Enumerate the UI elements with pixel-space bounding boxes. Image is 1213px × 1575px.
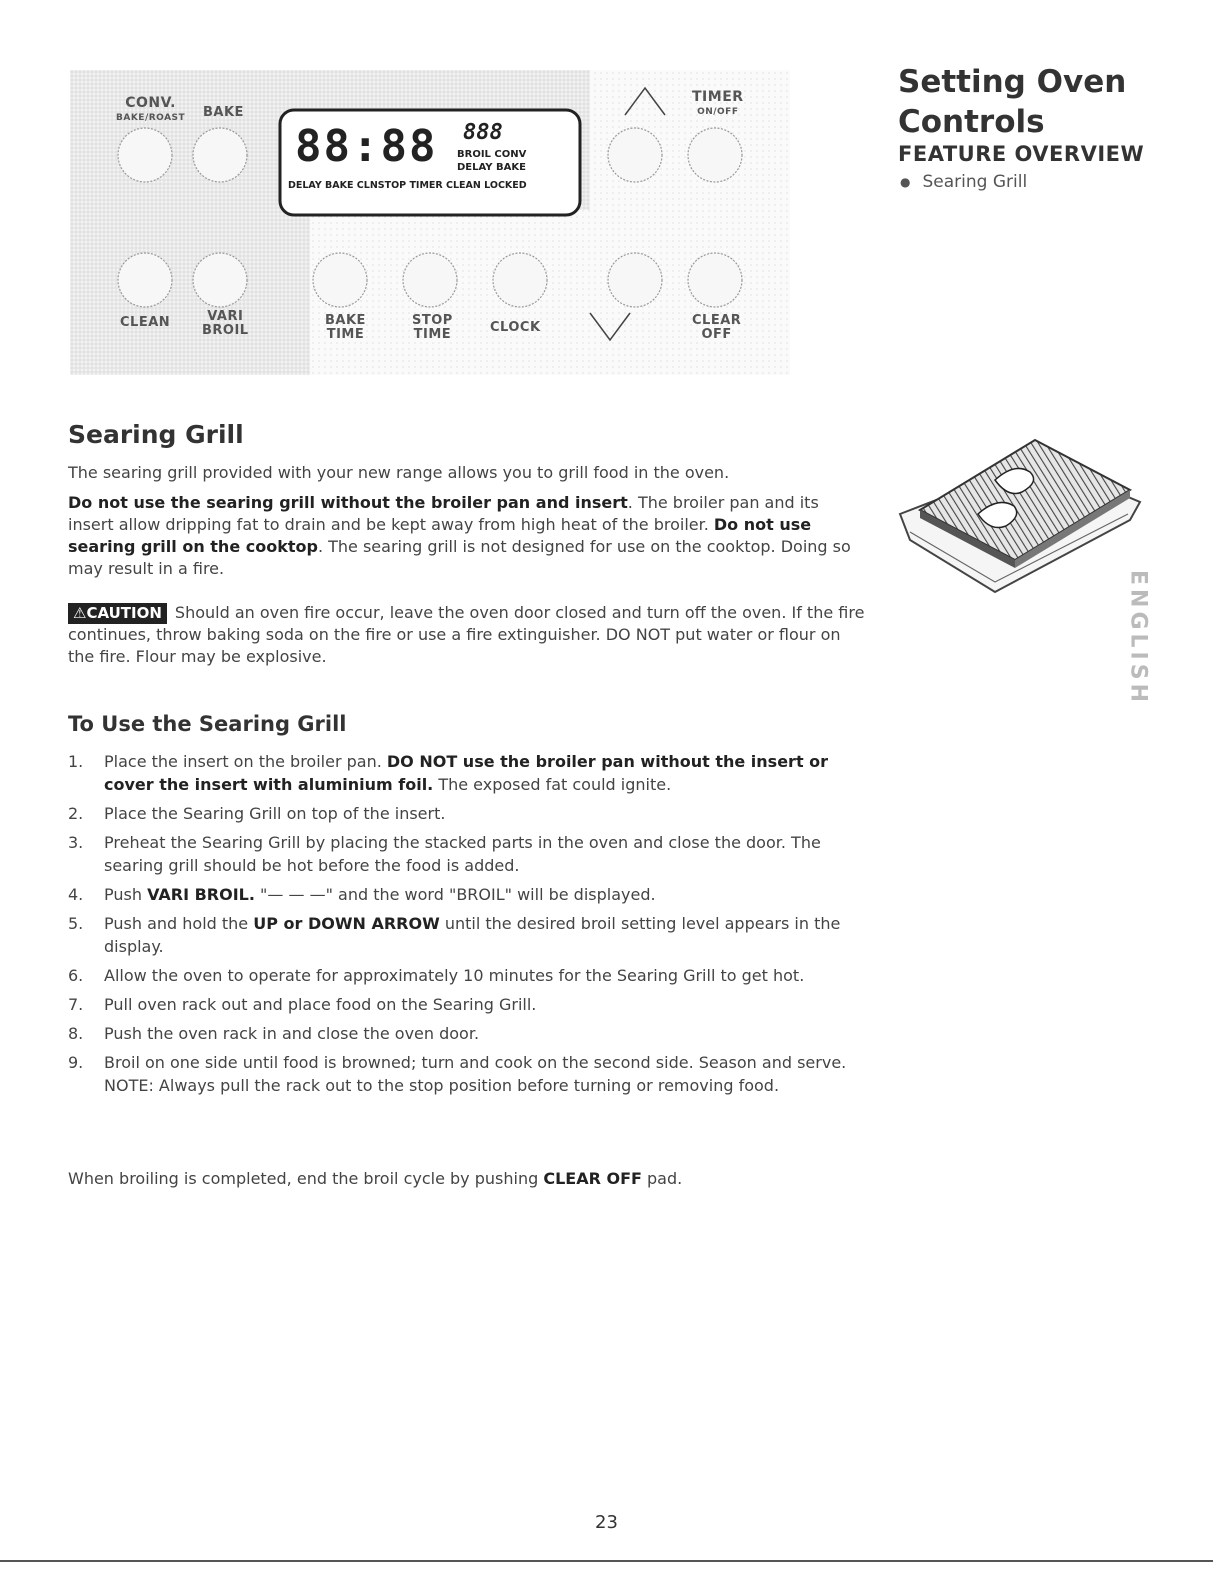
feature-overview-title: FEATURE OVERVIEW	[898, 142, 1145, 166]
stop-time-button[interactable]	[403, 253, 457, 307]
conv-bake-roast-button[interactable]	[118, 128, 172, 182]
down-arrow-button[interactable]	[608, 253, 662, 307]
clear-off-button[interactable]	[688, 253, 742, 307]
display-status-row: DELAY BAKE CLNSTOP TIMER CLEAN LOCKED	[288, 180, 527, 191]
display-broil-conv: BROIL CONV	[457, 149, 527, 160]
vari-broil-label: VARI BROIL	[202, 309, 249, 338]
intro-paragraph: The searing grill provided with your new range allows you to grill food in the oven.	[68, 463, 730, 482]
feature-list-item: ● Searing Grill	[900, 172, 1028, 192]
clean-button[interactable]	[118, 253, 172, 307]
list-item: 2. Place the Searing Grill on top of the insert.	[68, 804, 446, 823]
bake-time-button[interactable]	[313, 253, 367, 307]
timer-on-off-button[interactable]	[688, 128, 742, 182]
bottom-rule	[0, 1560, 1213, 1562]
oven-display	[288, 120, 565, 202]
side-tab-label: ENGLISH	[1125, 570, 1151, 706]
list-item: 8. Push the oven rack in and close the oven door.	[68, 1024, 480, 1043]
caution-paragraph: ⚠CAUTION Should an oven fire occur, leave the oven door closed and turn off the oven. If the fire continues, throw baking soda on the fire or use a fire extinguisher. DO NOT put water or flour on the fire. Flour may be explosive.	[68, 603, 865, 666]
bullet-icon: ●	[900, 175, 911, 189]
display-digits: 88:88	[295, 121, 438, 172]
bake-button[interactable]	[193, 128, 247, 182]
display-temp-digits: 888	[463, 120, 503, 145]
language-side-tab	[1118, 568, 1158, 708]
up-arrow-button[interactable]	[608, 128, 662, 182]
clean-label: CLEAN	[120, 315, 171, 330]
list-item: 7. Pull oven rack out and place food on the Searing Grill.	[68, 995, 537, 1014]
conv-label: CONV. BAKE/ROAST	[116, 95, 186, 123]
caution-badge: ⚠CAUTION	[68, 603, 167, 624]
instruction-steps	[68, 750, 868, 1103]
clock-label: CLOCK	[490, 320, 541, 335]
list-item: 9. Broil on one side until food is browned; turn and cook on the second side. Season and serve. NOTE: Always pull the rack out to the stop position before turning or removing food.	[68, 1053, 847, 1095]
display-delay-bake: DELAY BAKE	[457, 162, 526, 173]
list-item: 3. Preheat the Searing Grill by placing the stacked parts in the oven and close the door. The searing grill should be hot before the food is added.	[68, 833, 821, 875]
list-item: 1. Place the insert on the broiler pan. DO NOT use the broiler pan without the insert or cover the insert with aluminium foil. The exposed fat could ignite.	[68, 752, 829, 794]
to-use-heading: To Use the Searing Grill	[68, 712, 347, 736]
section-title: Setting Oven Controls	[898, 64, 1127, 140]
list-item: 6. Allow the oven to operate for approximately 10 minutes for the Searing Grill to get hot.	[68, 966, 805, 985]
searing-grill-illustration	[890, 422, 1145, 602]
final-note: When broiling is completed, end the broil cycle by pushing CLEAR OFF pad.	[68, 1169, 683, 1188]
vari-broil-button[interactable]	[193, 253, 247, 307]
stop-time-label: STOP TIME	[412, 313, 453, 342]
control-panel-illustration	[70, 70, 790, 375]
list-item: 5. Push and hold the UP or DOWN ARROW until the desired broil setting level appears in the display.	[68, 914, 841, 956]
bake-label: BAKE	[203, 105, 244, 120]
searing-grill-heading: Searing Grill	[68, 420, 244, 449]
page-number: 23	[595, 1512, 618, 1533]
warning-paragraph: Do not use the searing grill without the broiler pan and insert. The broiler pan and its insert allow dripping fat to drain and be kept away from high heat of the broiler. Do not use searing grill on the cooktop. The searing grill is not designed for use on the cooktop. Doing so may result in a fire.	[68, 493, 851, 578]
clock-button[interactable]	[493, 253, 547, 307]
bake-time-label: BAKE TIME	[325, 313, 366, 342]
timer-label: TIMER ON/OFF	[692, 89, 744, 117]
list-item: 4. Push VARI BROIL. "— — —" and the word "BROIL" will be displayed.	[68, 885, 656, 904]
clear-off-label: CLEAR OFF	[692, 313, 742, 342]
